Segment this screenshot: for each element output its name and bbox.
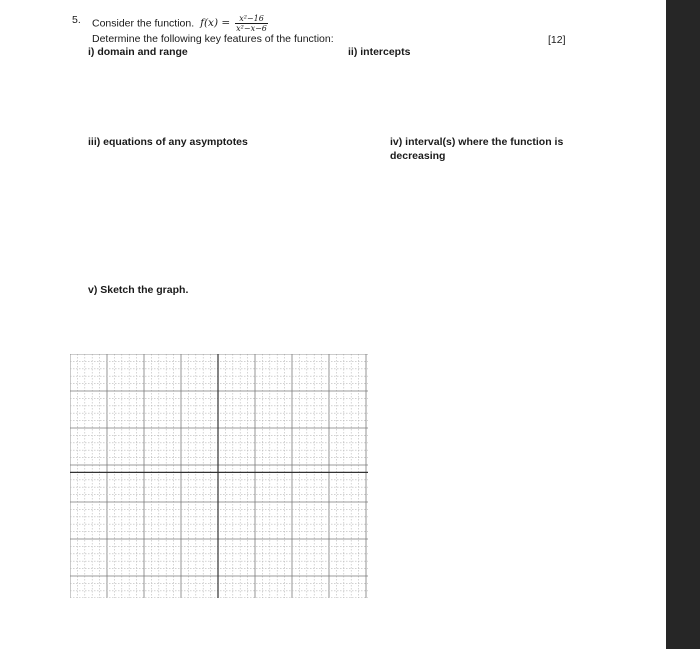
question-number: 5. <box>72 14 81 26</box>
question-prompt <box>92 14 268 33</box>
instruction-text: Determine the following key features of the function: <box>92 33 334 45</box>
part-i-domain-range: i) domain and range <box>88 46 188 58</box>
part-iii-asymptotes: iii) equations of any asymptotes <box>88 136 248 148</box>
graph-grid <box>70 354 368 598</box>
part-ii-intercepts: ii) intercepts <box>348 46 411 58</box>
question-intro: Consider the function. <box>92 17 195 30</box>
function-label: f(x) = <box>200 17 231 30</box>
marks-label: [12] <box>548 34 566 46</box>
function-fraction <box>235 14 268 33</box>
part-v-sketch: v) Sketch the graph. <box>88 284 189 296</box>
fraction-denominator: x²−x−6 <box>236 24 267 33</box>
right-edge-shadow <box>666 0 700 649</box>
fraction-numerator: x²−16 <box>235 14 268 24</box>
part-iv-decreasing-line2: decreasing <box>390 150 446 162</box>
part-iv-decreasing-line1: iv) interval(s) where the function is <box>390 136 564 148</box>
